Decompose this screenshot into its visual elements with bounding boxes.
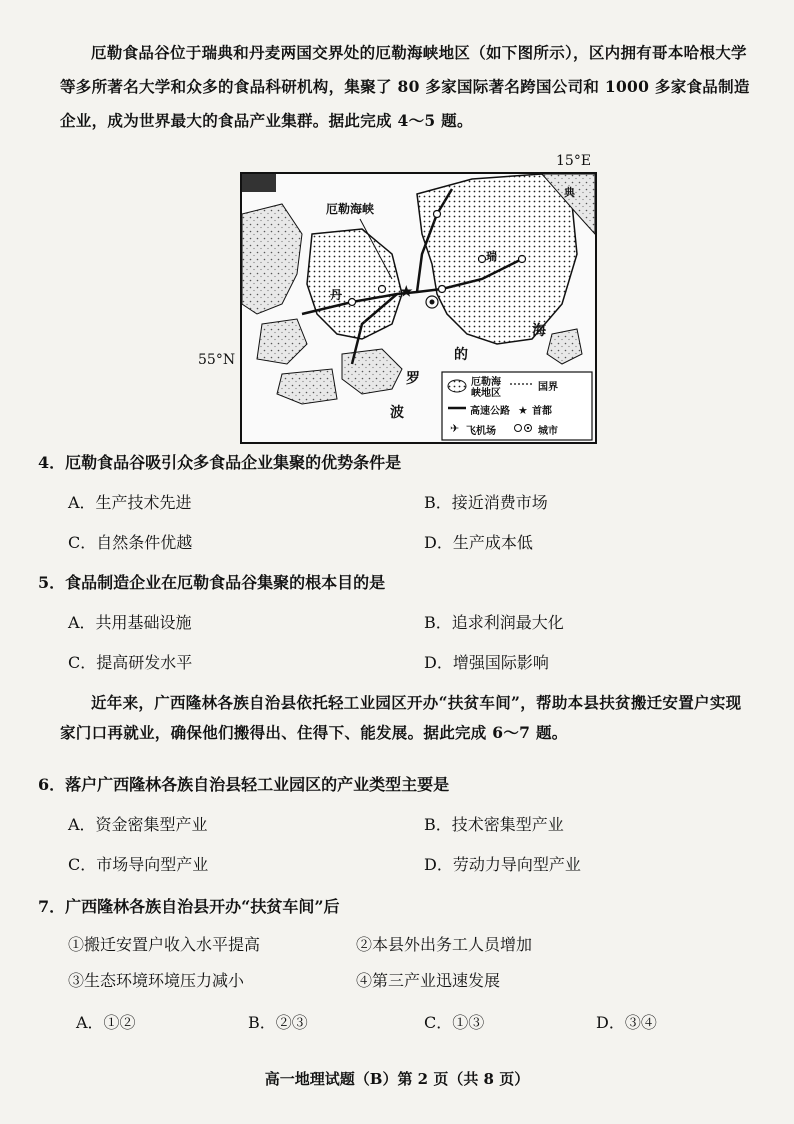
legend-capital-star-icon: ★ (518, 404, 528, 417)
question-7-option-b[interactable]: B．②③ (248, 1013, 308, 1032)
legend-city-icon (527, 427, 529, 429)
longitude-label: 15°E (556, 153, 592, 169)
city-marker (434, 211, 441, 218)
question-5-option-d[interactable]: D．增强国际影响 (424, 653, 549, 672)
question-6-option-d[interactable]: D．劳动力导向型产业 (424, 855, 581, 874)
latitude-label: 55°N (198, 352, 236, 368)
city-marker (439, 286, 446, 293)
legend-border-label: 国界 (538, 382, 558, 393)
legend-region-label: 厄勒海峡地区 (471, 377, 501, 399)
question-4-option-c[interactable]: C．自然条件优越 (68, 533, 193, 552)
city-marker (479, 256, 486, 263)
question-6-option-b[interactable]: B．技术密集型产业 (424, 815, 564, 834)
sea-char: 典 (564, 186, 575, 199)
question-6-stem: 6．落户广西隆林各族自治县轻工业园区的产业类型主要是 (38, 775, 450, 794)
sea-char: 瑞 (486, 250, 497, 263)
question-7-statement-2: ②本县外出务工人员增加 (356, 935, 533, 954)
city-marker (519, 256, 526, 263)
zealand-land (307, 229, 402, 339)
legend-region-swatch (448, 380, 466, 392)
south-islands-2 (277, 369, 337, 404)
strait-label: 厄勒海峡 (326, 202, 375, 216)
question-7-statement-3: ③生态环境环境压力减小 (68, 971, 245, 990)
oresund-map (240, 172, 597, 444)
question-5-option-b[interactable]: B．追求利润最大化 (424, 613, 564, 632)
question-7-option-a[interactable]: A．①② (76, 1013, 136, 1032)
sea-char: 波 (390, 405, 404, 421)
capital-star-icon: ★ (400, 284, 413, 300)
intro-paragraph-oresund: 厄勒食品谷位于瑞典和丹麦两国交界处的厄勒海峡地区（如下图所示），区内拥有哥本哈根大学等多所著名大学和众多的食品科研机构，集聚了 80 多家国际著名跨国公司和 1000 多家食品制造企业，成为世界最大的食品产业集群。据此完成 4～5 题。 (60, 43, 750, 130)
question-5-option-c[interactable]: C．提高研发水平 (68, 653, 193, 672)
page-footer: 高一地理试题（B）第 2 页（共 8 页） (264, 1070, 530, 1088)
bornholm-island (547, 329, 582, 364)
question-7-option-c[interactable]: C．①③ (424, 1013, 485, 1032)
question-4-option-a[interactable]: A．生产技术先进 (68, 493, 192, 512)
intro-paragraph-longlin: 近年来，广西隆林各族自治县依托轻工业园区开办“扶贫车间”，帮助本县扶贫搬迁安置户实现家门口再就业，确保他们搬得出、住得下、能发展。据此完成 6～7 题。 (60, 693, 742, 742)
sweden-land (417, 174, 577, 344)
south-islands (342, 349, 402, 394)
question-4-option-d[interactable]: D．生产成本低 (424, 533, 533, 552)
question-7-option-d[interactable]: D．③④ (596, 1013, 657, 1032)
sea-char: 罗 (406, 371, 420, 387)
question-5-option-a[interactable]: A．共用基础设施 (68, 613, 192, 632)
city-marker (349, 299, 356, 306)
question-4-stem: 4．厄勒食品谷吸引众多食品企业集聚的优势条件是 (38, 453, 402, 472)
city-marker-major (430, 300, 435, 305)
question-6-option-a[interactable]: A．资金密集型产业 (68, 815, 208, 834)
sea-char: 的 (454, 347, 468, 363)
west-islands (242, 204, 302, 314)
question-4-option-b[interactable]: B．接近消费市场 (424, 493, 548, 512)
question-7-statement-4: ④第三产业迅速发展 (356, 971, 501, 990)
legend-city-label: 城市 (538, 426, 558, 437)
legend-capital-label: 首都 (532, 406, 552, 417)
legend-airport-label: 飞机场 (466, 426, 496, 437)
corner-patch (242, 174, 276, 192)
question-7-statement-1: ①搬迁安置户收入水平提高 (68, 935, 261, 954)
legend-airport-icon: ✈ (450, 422, 460, 435)
funen-island (257, 319, 307, 364)
legend-highway-label: 高速公路 (470, 406, 510, 417)
sea-char: 海 (532, 323, 546, 339)
sea-char: 丹 (330, 288, 343, 302)
question-5-stem: 5．食品制造企业在厄勒食品谷集聚的根本目的是 (38, 573, 386, 592)
question-6-option-c[interactable]: C．市场导向型产业 (68, 855, 209, 874)
city-marker (379, 286, 386, 293)
question-7-stem: 7．广西隆林各族自治县开办“扶贫车间”后 (38, 897, 340, 916)
